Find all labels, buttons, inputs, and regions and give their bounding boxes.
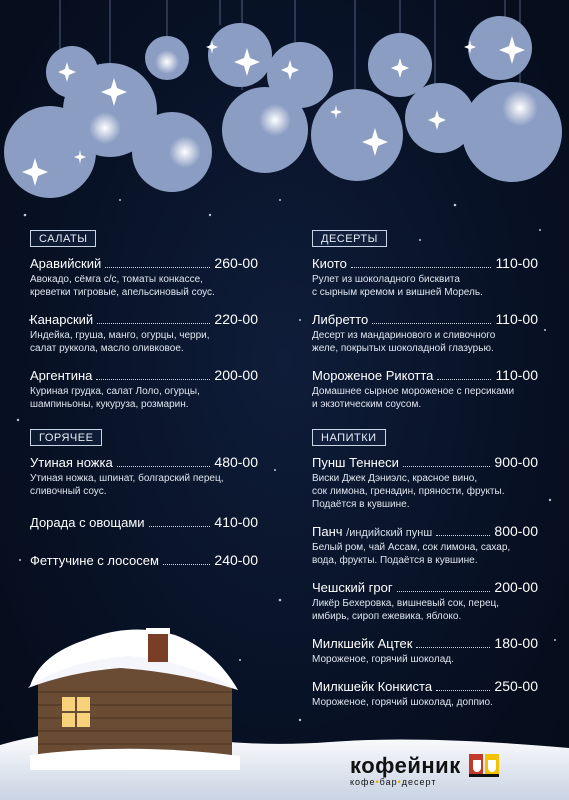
section-hot (30, 428, 258, 580)
item-description: Белый ром, чай Ассам, сок лимона, сахар, вода, фрукты. Подаётся в кувшине. (312, 542, 511, 566)
leader-dots (96, 379, 210, 380)
item-name: Аргентина (30, 368, 93, 383)
leader-dots (97, 323, 210, 324)
menu-item (30, 255, 258, 299)
brand-name: кофейник (350, 753, 461, 778)
item-price: 410-00 (214, 514, 258, 530)
item-price: 900-00 (494, 454, 538, 470)
leader-dots (397, 591, 491, 592)
item-price: 250-00 (494, 678, 538, 694)
item-price: 480-00 (214, 454, 258, 470)
item-name: Дорада с овощами (30, 515, 145, 530)
item-description: Рулет из шоколадного бисквита с сырным кремом и вишней Морель. (312, 274, 483, 298)
menu-item (30, 552, 258, 568)
menu-item (312, 579, 538, 623)
leader-dots (351, 267, 492, 268)
item-name: Утиная ножка (30, 455, 113, 470)
section-title: САЛАТЫ (30, 230, 96, 247)
menu-item (312, 454, 538, 511)
section-desserts (312, 229, 538, 423)
item-price: 110-00 (495, 255, 538, 271)
item-name: Канарский (30, 312, 94, 327)
section-title: НАПИТКИ (312, 429, 386, 446)
item-price: 240-00 (214, 552, 258, 568)
item-name: Киото (312, 256, 347, 271)
section-title: ДЕСЕРТЫ (312, 230, 387, 247)
leader-dots (436, 535, 490, 536)
section-drinks (312, 428, 538, 721)
leader-dots (105, 267, 210, 268)
item-price: 800-00 (494, 523, 538, 539)
item-name: Мороженое Рикотта (312, 368, 434, 383)
leader-dots (416, 647, 490, 648)
menu-item (312, 635, 538, 666)
item-name: Феттучине с лососем (30, 553, 159, 568)
menu-item (312, 367, 538, 411)
item-description: Индейка, груша, манго, огурцы, черри, салат руккола, масло оливковое. (30, 330, 210, 354)
menu-item (312, 523, 538, 567)
leader-dots (372, 323, 491, 324)
item-name: Милкшейк Ацтек (312, 636, 413, 651)
item-description: Утиная ножка, шпинат, болгарский перец, сливочный соус. (30, 473, 224, 497)
brand-logo (350, 752, 503, 787)
item-price: 200-00 (214, 367, 258, 383)
item-name: Аравийский (30, 256, 102, 271)
item-price: 200-00 (494, 579, 538, 595)
item-name: Милкшейк Конкиста (312, 679, 433, 694)
item-description: Авокадо, сёмга с/с, томаты конкассе, креветки тигровые, апельсиновый соус. (30, 274, 215, 298)
section-title: ГОРЯЧЕЕ (30, 429, 102, 446)
leader-dots (149, 526, 211, 527)
item-description: Виски Джек Дэниэлс, красное вино, сок лимона, гренадин, пряности, фрукты. Подаётся в кувшине. (312, 473, 505, 510)
leader-dots (403, 466, 491, 467)
item-description: Домашнее сырное мороженое с персиками и экзотическим соусом. (312, 386, 515, 410)
leader-dots (163, 564, 210, 565)
item-price: 110-00 (495, 311, 538, 327)
menu-item (30, 311, 258, 355)
item-description: Десерт из мандаринового и сливочного желе, покрытых шоколадной глазурью. (312, 330, 496, 354)
item-name: Либретто (312, 312, 369, 327)
leader-dots (437, 379, 491, 380)
brand-tagline: кофе•бар•десерт (350, 777, 437, 787)
coffee-cup-icon (467, 752, 503, 780)
leader-dots (436, 690, 490, 691)
house-illustration (28, 628, 240, 770)
menu-item (30, 514, 258, 530)
item-price: 220-00 (214, 311, 258, 327)
item-description: Мороженое, горячий шоколад. (312, 654, 454, 665)
menu-item (312, 255, 538, 299)
section-salads (30, 229, 258, 423)
item-price: 180-00 (494, 635, 538, 651)
item-name: Пунш Теннеси (312, 455, 399, 470)
item-description: Мороженое, горячий шоколад, доппио. (312, 697, 493, 708)
item-price: 260-00 (214, 255, 258, 271)
item-description: Ликёр Бехеровка, вишневый сок, перец, имбирь, сироп ежевика, яблоко. (312, 598, 500, 622)
item-name: Панч /индийский пунш (312, 524, 433, 539)
menu-item (30, 454, 258, 498)
menu-item (30, 367, 258, 411)
leader-dots (117, 466, 211, 467)
item-description: Куриная грудка, салат Лоло, огурцы, шампиньоны, кукуруза, розмарин. (30, 386, 200, 410)
menu-item (312, 678, 538, 709)
menu-item (312, 311, 538, 355)
item-name: Чешский грог (312, 580, 393, 595)
item-price: 110-00 (495, 367, 538, 383)
item-name-sub: /индийский пунш (346, 527, 433, 539)
